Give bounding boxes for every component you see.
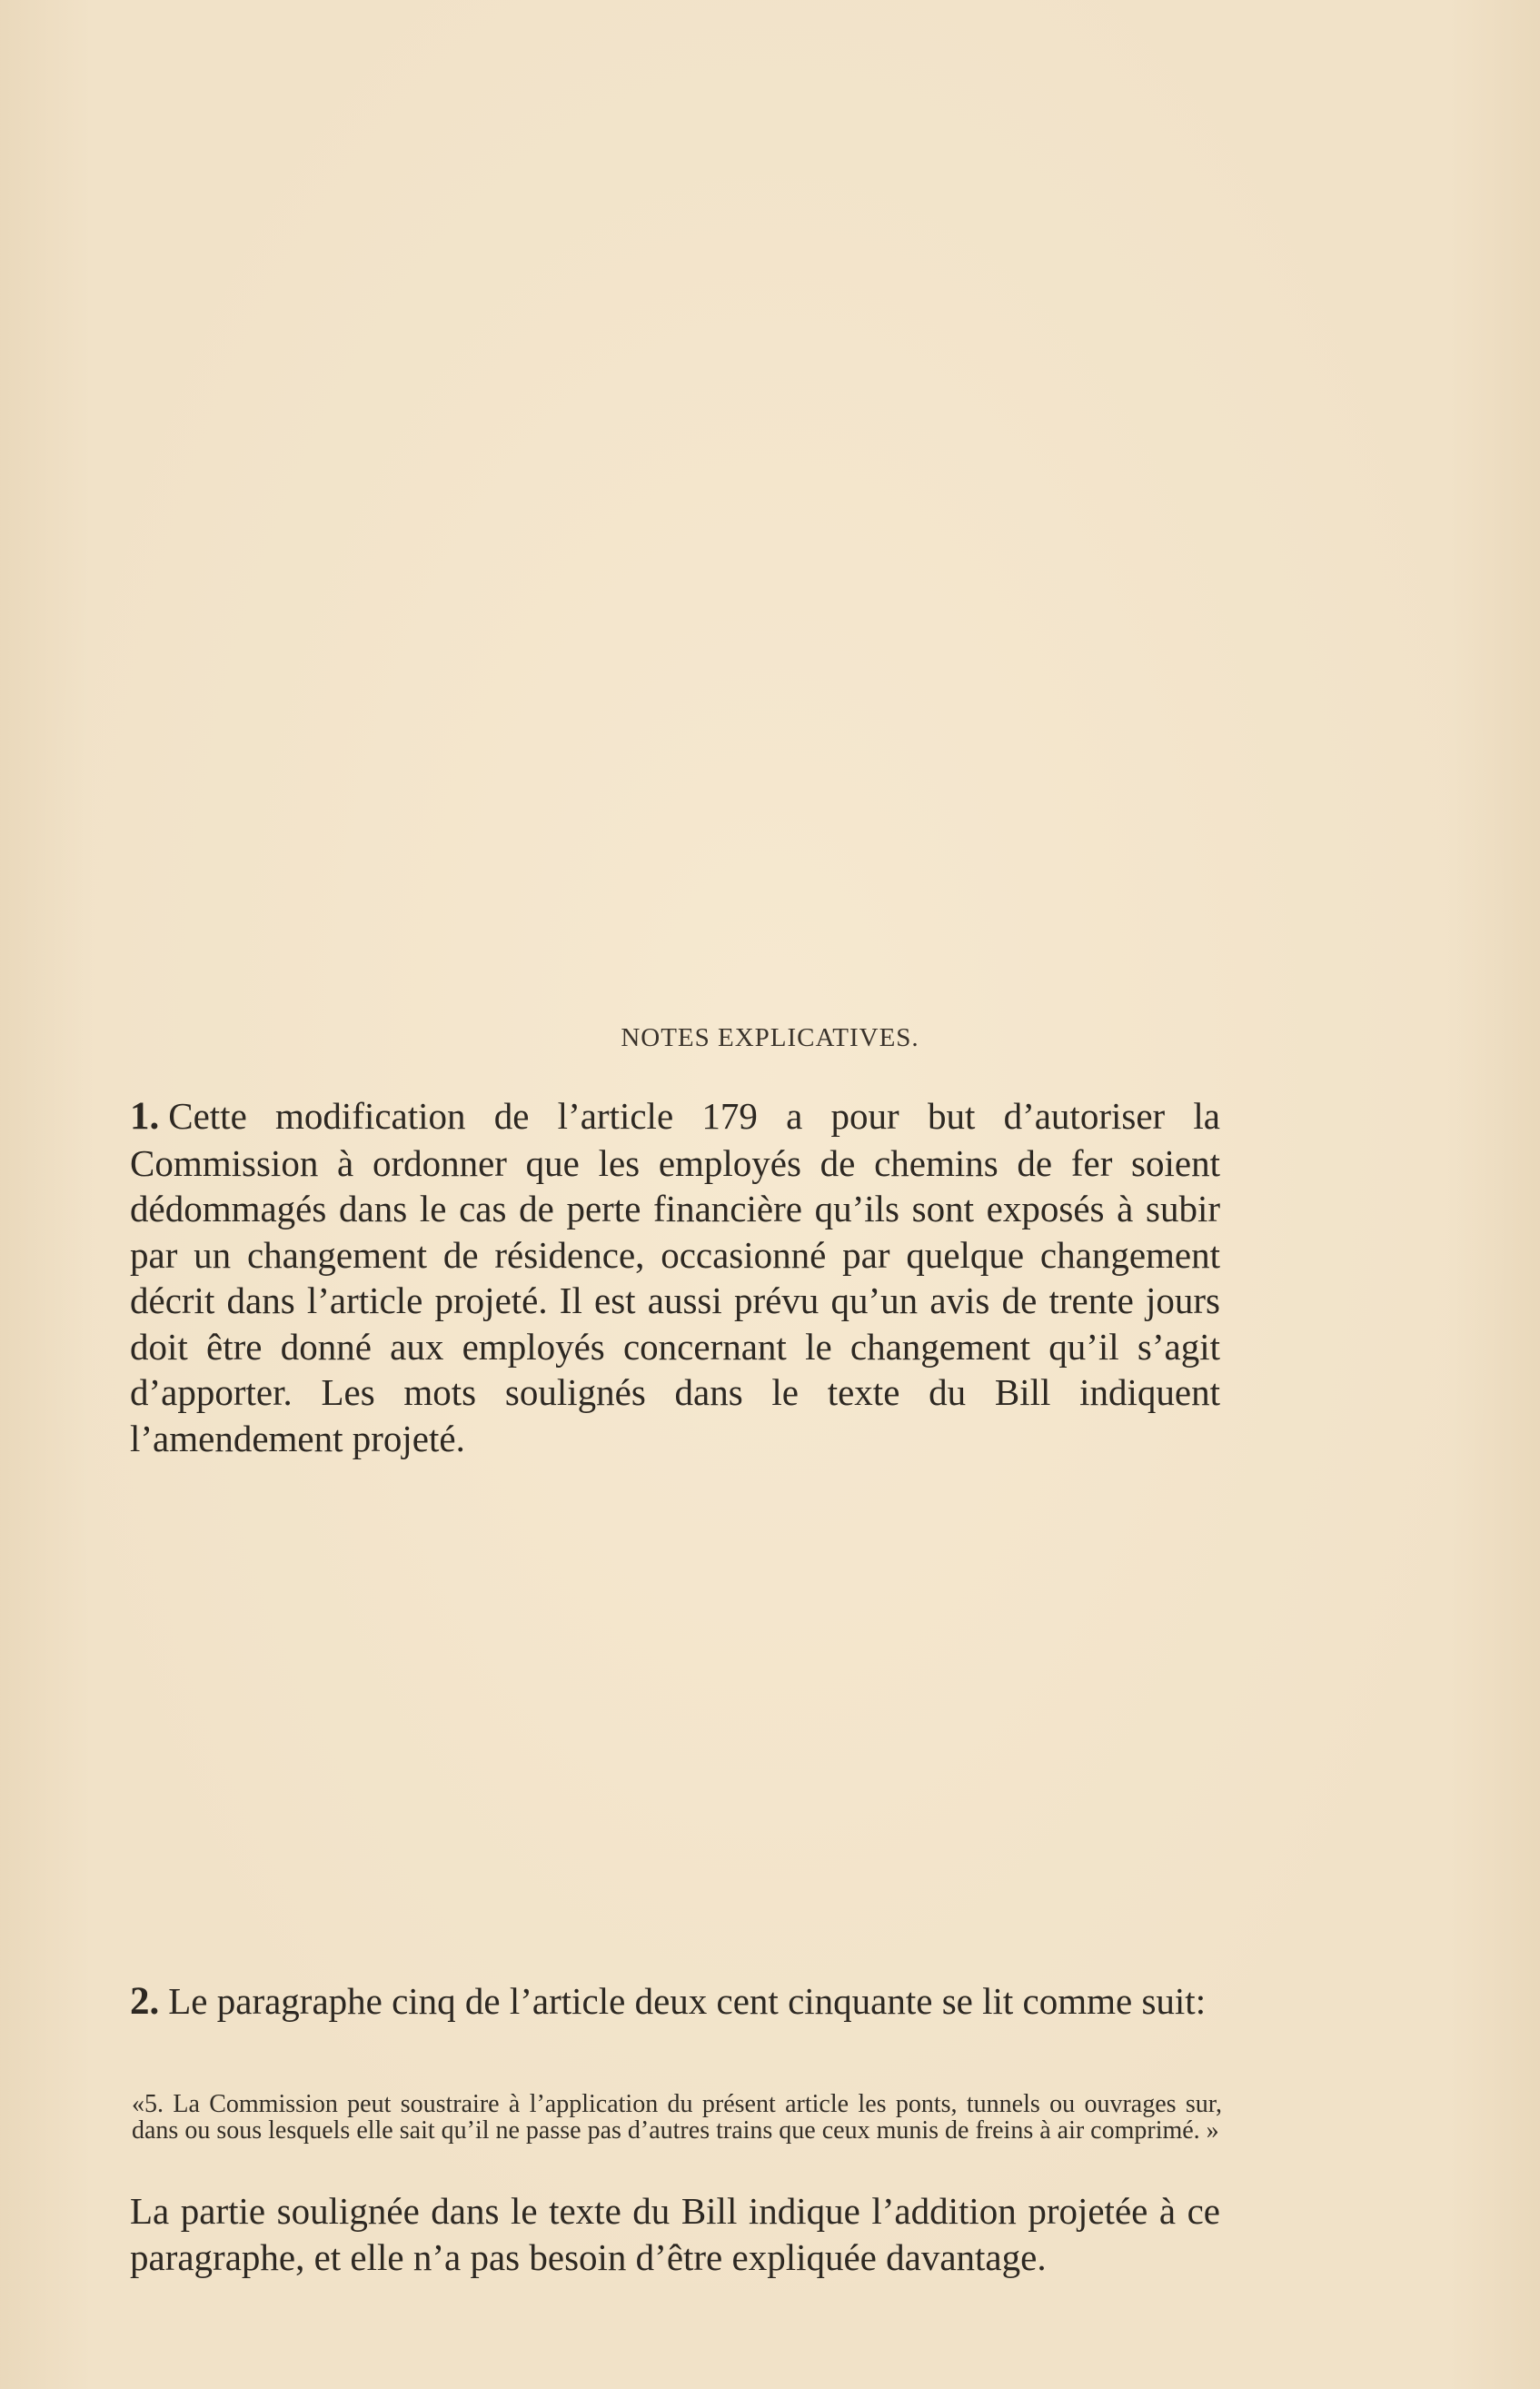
explanatory-note-1 <box>130 1093 1220 1461</box>
explanatory-note-2 <box>130 1978 1220 2026</box>
note-number: 2. <box>130 1980 160 2023</box>
section-heading: NOTES EXPLICATIVES. <box>621 1023 919 1052</box>
quoted-paragraph: «5. La Commission peut soustraire à l’application du présent article les ponts, tunnels ou ouvrages sur, dans ou sous lesquels elle sait qu’il ne passe pas d’autres trains que ceux munis de freins à air comprimé. » <box>132 2090 1222 2145</box>
note-2-conclusion: La partie soulignée dans le texte du Bill indique l’addition projetée à ce paragraphe, et elle n’a pas besoin d’être expliquée davantage. <box>130 2190 1220 2278</box>
note-text: Le paragraphe cinq de l’article deux cent cinquante se lit comme suit: <box>168 1980 1207 2022</box>
note-number: 1. <box>130 1095 160 1138</box>
note-text: Cette modification de l’article 179 a pour but d’autoriser la Commission à ordonner que les employés de chemins de fer soient dédommagés dans le cas de perte financière qu’ils sont exposés à subir par un changement de résidence, occasionné par quelque changement décrit dans l’article projeté. Il est aussi prévu qu’un avis de trente jours doit être donné aux employés concernant le changement qu’il s’agit d’apporter. Les mots soulignés dans le texte du Bill indiquent l’amendement projeté. <box>130 1095 1220 1459</box>
